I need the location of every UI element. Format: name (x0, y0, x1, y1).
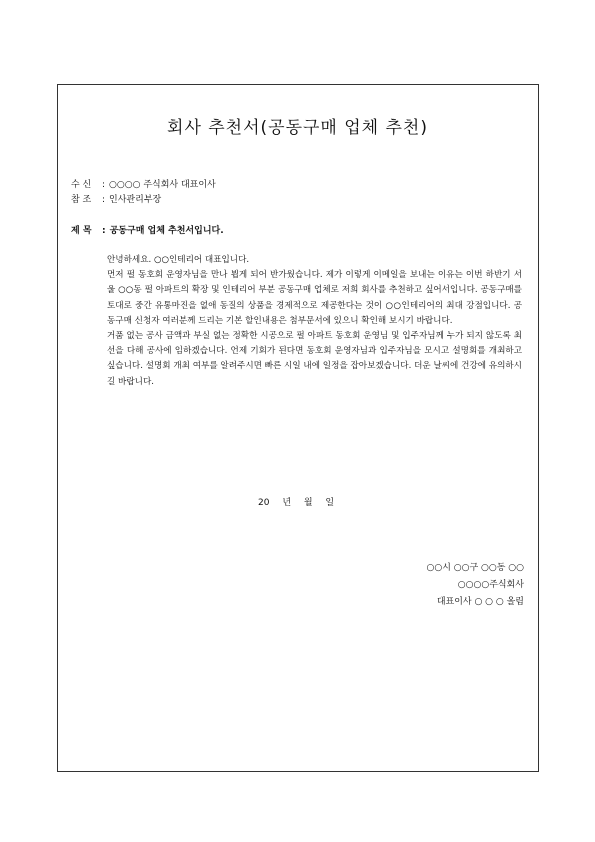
sender-company: ○○○○주식회사 (457, 580, 524, 590)
recipient-row (71, 177, 216, 190)
recipient-value: ○○○○ 주식회사 대표이사 (109, 180, 216, 190)
sender-address: ○○시 ○○구 ○○동 ○○ (426, 563, 524, 573)
body-paragraph-closing: 거품 없는 공사 금액과 부실 없는 정확한 시공으로 펄 아파트 동호회 운영님 및 입주자님께 누가 되지 않도록 최선을 다해 공사에 임하겠습니다. 언제 기회가 된다면 동호회 운영자님과 입주자님을 모시고 설명회를 개최하고 싶습니다. 설명회 개최 여부를 알려주시면 빠른 시일 내에 일정을 잡아보겠습니다. 더운 날씨에 건강에 유의하시길 바랍니다. (107, 331, 522, 387)
sender-signature: 대표이사 ○ ○ ○ 올림 (436, 597, 524, 607)
subject-row (71, 223, 224, 236)
subject-label: 제 목 (71, 226, 92, 236)
subject-value: 공동구매 업체 추천서입니다. (109, 226, 224, 236)
body-paragraph-introduction: 먼저 펄 동호회 운영자님을 만나 뵙게 되어 반가웠습니다. 제가 이렇게 이메일을 보내는 이유는 이번 하반기 서울 ○○동 펄 아파트의 확장 및 인테리어 부분 공동구매 업체로 저희 회사를 추천하고 싶어서입니다. 공동구매를 토대로 중간 유통마진을 없애 동질의 상품을 경제적으로 제공한다는 것이 ○○인테리어의 최대 강점입니다. 공동구매 신청자 여러분께 드리는 기본 할인내용은 첨부문서에 있으니 확인해 보시기 바랍니다. (107, 270, 522, 326)
recipient-colon: : (102, 180, 106, 190)
body-paragraph-greeting: 안녕하세요. ○○인테리어 대표입니다. (107, 255, 250, 265)
reference-label: 참 조 (71, 195, 92, 205)
reference-colon: : (102, 195, 106, 205)
reference-value: 인사관리부장 (109, 195, 162, 205)
reference-row (71, 192, 161, 205)
date-line: 20 년 월 일 (258, 498, 335, 508)
letter-body (107, 253, 522, 390)
subject-colon: : (102, 226, 106, 236)
recipient-label: 수 신 (71, 180, 92, 190)
document-title: 회사 추천서(공동구매 업체 추천) (167, 118, 428, 138)
